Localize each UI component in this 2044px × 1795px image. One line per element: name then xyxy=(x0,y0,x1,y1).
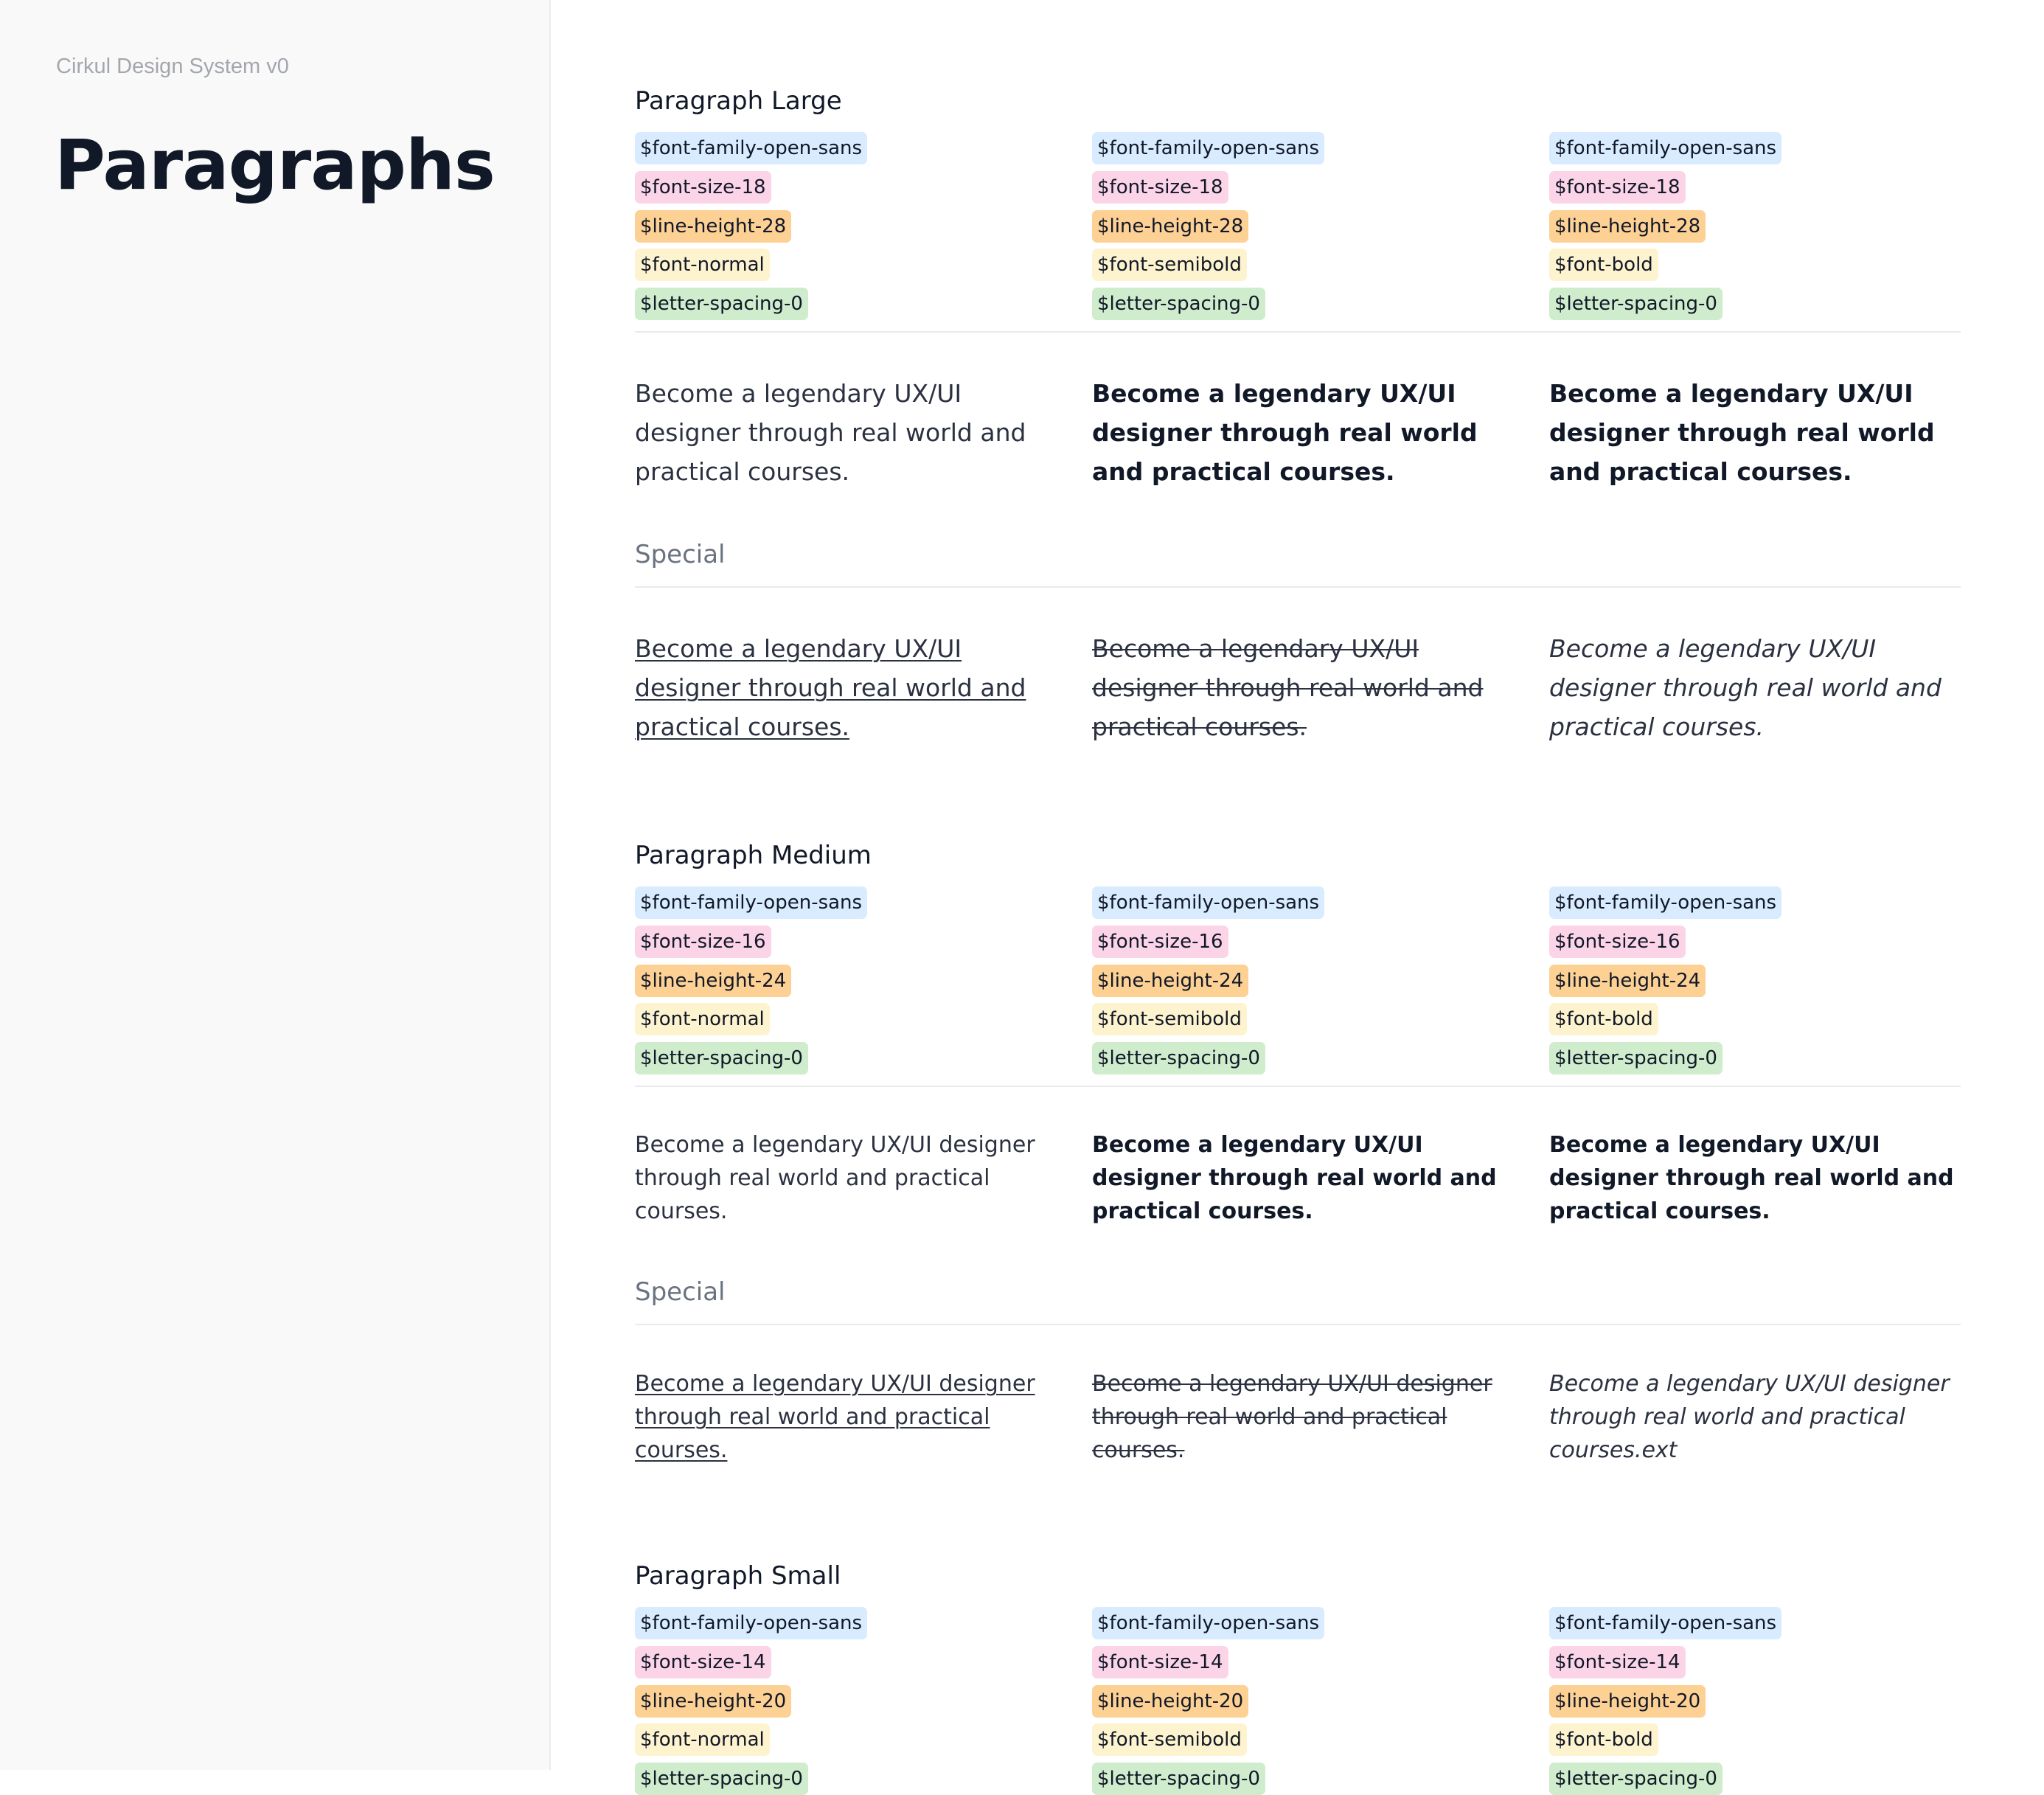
token-line-height: $line-height-24 xyxy=(635,965,791,997)
token-font-size: $font-size-18 xyxy=(635,171,771,204)
sidebar xyxy=(0,0,551,1770)
token-letter-spacing: $letter-spacing-0 xyxy=(1549,1042,1723,1074)
divider xyxy=(635,586,1961,588)
token-font-family: $font-family-open-sans xyxy=(635,886,867,919)
token-font-weight: $font-normal xyxy=(635,1723,770,1756)
token-letter-spacing: $letter-spacing-0 xyxy=(635,1763,808,1795)
breadcrumb: Cirkul Design System v0 xyxy=(56,55,289,78)
token-font-size: $font-size-16 xyxy=(1092,926,1228,958)
sample-strikethrough: Become a legendary UX/UI designer through real world and practical courses. xyxy=(1092,1371,1492,1463)
sample-bold: Become a legendary UX/UI designer through real world and practical courses. xyxy=(1549,1132,1954,1224)
sample-bold: Become a legendary UX/UI designer through real world and practical courses. xyxy=(1549,379,1935,486)
sample-underline: Become a legendary UX/UI designer through real world and practical courses. xyxy=(635,634,1026,741)
divider xyxy=(635,1086,1961,1087)
token-letter-spacing: $letter-spacing-0 xyxy=(1092,1763,1265,1795)
token-letter-spacing: $letter-spacing-0 xyxy=(635,1042,808,1074)
token-letter-spacing: $letter-spacing-0 xyxy=(1092,1042,1265,1074)
token-font-weight: $font-normal xyxy=(635,249,770,281)
token-letter-spacing: $letter-spacing-0 xyxy=(1549,1763,1723,1795)
token-font-weight: $font-bold xyxy=(1549,1723,1658,1756)
token-font-size: $font-size-18 xyxy=(1549,171,1686,204)
token-letter-spacing: $letter-spacing-0 xyxy=(635,288,808,320)
divider xyxy=(635,1324,1961,1325)
sample-italic: Become a legendary UX/UI designer through real world and practical courses. xyxy=(1549,634,1942,741)
token-font-weight: $font-bold xyxy=(1549,1003,1658,1035)
token-line-height: $line-height-20 xyxy=(1549,1685,1706,1718)
token-font-family: $font-family-open-sans xyxy=(1092,886,1324,919)
token-font-weight: $font-semibold xyxy=(1092,1003,1247,1035)
sample-normal: Become a legendary UX/UI designer through real world and practical courses. xyxy=(635,1132,1035,1224)
token-font-family: $font-family-open-sans xyxy=(1092,132,1324,164)
token-letter-spacing: $letter-spacing-0 xyxy=(1549,288,1723,320)
token-line-height: $line-height-20 xyxy=(1092,1685,1248,1718)
token-font-size: $font-size-14 xyxy=(1092,1646,1228,1678)
token-font-size: $font-size-18 xyxy=(1092,171,1228,204)
token-font-family: $font-family-open-sans xyxy=(1092,1607,1324,1639)
token-line-height: $line-height-24 xyxy=(1549,965,1706,997)
token-font-weight: $font-bold xyxy=(1549,249,1658,281)
token-font-weight: $font-normal xyxy=(635,1003,770,1035)
token-line-height: $line-height-28 xyxy=(635,210,791,243)
sample-strikethrough: Become a legendary UX/UI designer through real world and practical courses. xyxy=(1092,634,1484,741)
section-title: Paragraph Medium xyxy=(635,841,872,870)
sample-normal: Become a legendary UX/UI designer through real world and practical courses. xyxy=(635,379,1026,486)
token-font-weight: $font-semibold xyxy=(1092,1723,1247,1756)
token-font-family: $font-family-open-sans xyxy=(635,132,867,164)
token-font-family: $font-family-open-sans xyxy=(1549,886,1781,919)
token-line-height: $line-height-20 xyxy=(635,1685,791,1718)
page-title: Paragraphs xyxy=(55,125,495,206)
sample-semibold: Become a legendary UX/UI designer through real world and practical courses. xyxy=(1092,379,1478,486)
token-font-family: $font-family-open-sans xyxy=(635,1607,867,1639)
token-font-size: $font-size-14 xyxy=(635,1646,771,1678)
token-font-weight: $font-semibold xyxy=(1092,249,1247,281)
sample-italic: Become a legendary UX/UI designer through real world and practical courses.ext xyxy=(1549,1371,1950,1463)
special-label: Special xyxy=(635,540,726,569)
token-font-size: $font-size-14 xyxy=(1549,1646,1686,1678)
token-font-size: $font-size-16 xyxy=(1549,926,1686,958)
section-title: Paragraph Large xyxy=(635,86,842,116)
token-line-height: $line-height-24 xyxy=(1092,965,1248,997)
sample-underline: Become a legendary UX/UI designer through real world and practical courses. xyxy=(635,1371,1035,1463)
token-font-family: $font-family-open-sans xyxy=(1549,1607,1781,1639)
token-letter-spacing: $letter-spacing-0 xyxy=(1092,288,1265,320)
token-font-family: $font-family-open-sans xyxy=(1549,132,1781,164)
special-label: Special xyxy=(635,1277,726,1307)
divider xyxy=(635,331,1961,333)
sample-semibold: Become a legendary UX/UI designer through real world and practical courses. xyxy=(1092,1132,1497,1224)
token-font-size: $font-size-16 xyxy=(635,926,771,958)
section-title: Paragraph Small xyxy=(635,1561,841,1591)
token-line-height: $line-height-28 xyxy=(1092,210,1248,243)
token-line-height: $line-height-28 xyxy=(1549,210,1706,243)
